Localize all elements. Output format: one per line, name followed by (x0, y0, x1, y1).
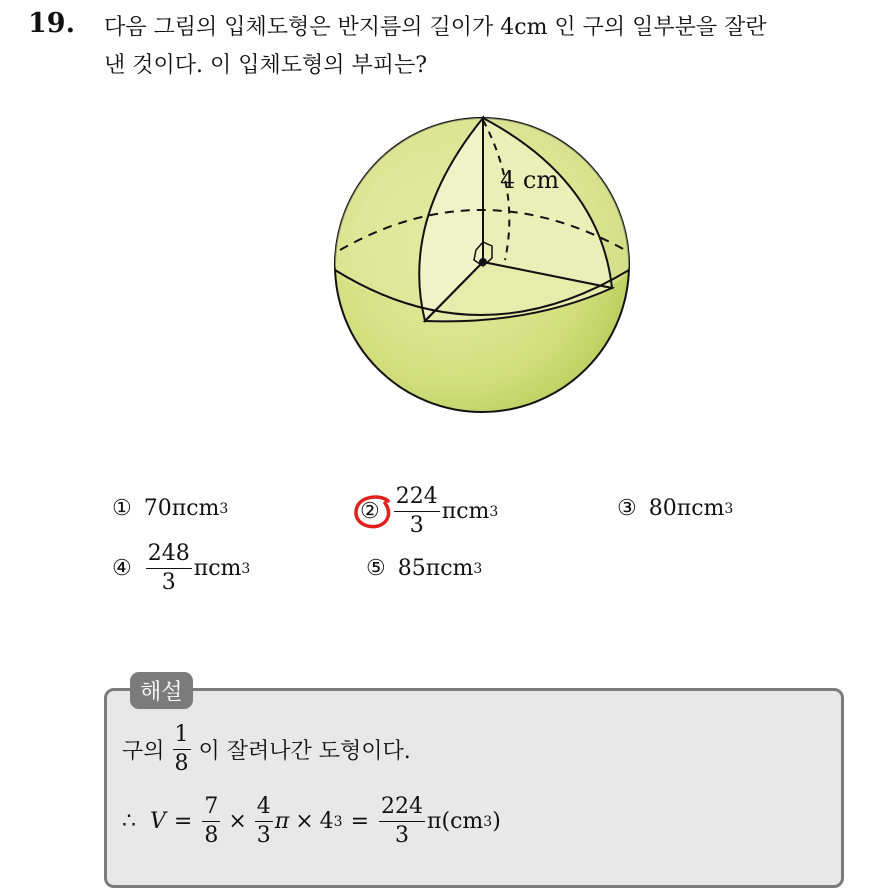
question-number: 19. (28, 8, 75, 39)
option-1-symbol: ① (112, 496, 132, 521)
option-2-fraction (394, 486, 440, 537)
option-5-text: 85πcm (397, 556, 474, 581)
base-exp: 3 (333, 813, 343, 830)
option-4[interactable] (112, 543, 250, 594)
sphere-figure (330, 110, 640, 420)
option-2-num: 224 (394, 486, 440, 512)
f1-den: 8 (204, 823, 219, 848)
therefore-symbol: ∴ (122, 809, 136, 834)
f2-den: 3 (256, 823, 271, 848)
result-tail: π(cm (427, 809, 484, 834)
option-3-symbol: ③ (617, 496, 637, 521)
option-3-exp: 3 (724, 500, 734, 517)
option-3[interactable] (617, 496, 733, 521)
option-2[interactable] (360, 486, 498, 537)
option-4-symbol: ④ (112, 556, 132, 581)
question-text-line1: 다음 그림의 입체도형은 반지름의 길이가 4cm 인 구의 일부분을 잘란 (104, 15, 767, 40)
option-1-text: 70πcm (143, 496, 220, 521)
f3-num: 224 (379, 796, 425, 822)
fraction-224-3 (379, 796, 425, 847)
base: 4 (319, 809, 334, 834)
option-5-symbol: ⑤ (366, 556, 386, 581)
option-2-text: πcm (441, 499, 490, 524)
solution-box (104, 688, 844, 888)
equals-1: = (173, 809, 193, 834)
option-4-fraction (146, 543, 192, 594)
solution-line1-num: 1 (173, 724, 191, 750)
option-2-symbol-text: ② (360, 499, 380, 524)
option-3-text: 80πcm (648, 496, 725, 521)
option-4-exp: 3 (241, 560, 251, 577)
question-text-line2: 낸 것이다. 이 입체도형의 부피는? (104, 53, 428, 78)
option-2-exp: 3 (489, 503, 499, 520)
equals-2: = (350, 809, 370, 834)
pi-1: π (274, 809, 290, 834)
f3-den: 3 (395, 823, 410, 848)
fraction-4-3 (255, 796, 273, 847)
result-exp: 3 (483, 813, 493, 830)
option-4-den: 3 (161, 570, 176, 595)
solution-line1-den: 8 (174, 751, 189, 776)
f1-num: 7 (202, 796, 220, 822)
close-paren: ) (492, 809, 501, 834)
option-5[interactable] (366, 556, 482, 581)
solution-tag: 해설 (130, 672, 193, 709)
f2-num: 4 (255, 796, 273, 822)
option-5-exp: 3 (473, 560, 483, 577)
solution-line1-fraction (173, 724, 191, 775)
solution-line1-pre: 구의 (122, 739, 165, 764)
times-2: × (295, 809, 314, 834)
fraction-7-8 (202, 796, 220, 847)
option-1[interactable] (112, 496, 228, 521)
solution-line2 (122, 796, 501, 847)
center-point (479, 258, 487, 266)
solution-line1-post: 이 잘려나간 도형이다. (198, 739, 411, 764)
volume-var: V (150, 809, 166, 834)
solution-line1 (122, 724, 411, 775)
option-2-symbol (360, 499, 380, 524)
answer-mark-icon (352, 493, 394, 533)
option-1-exp: 3 (219, 500, 229, 517)
option-4-num: 248 (146, 543, 192, 569)
times-1: × (228, 809, 247, 834)
option-2-den: 3 (409, 513, 424, 538)
option-4-text: πcm (193, 556, 242, 581)
radius-label: 4 cm (500, 166, 560, 194)
